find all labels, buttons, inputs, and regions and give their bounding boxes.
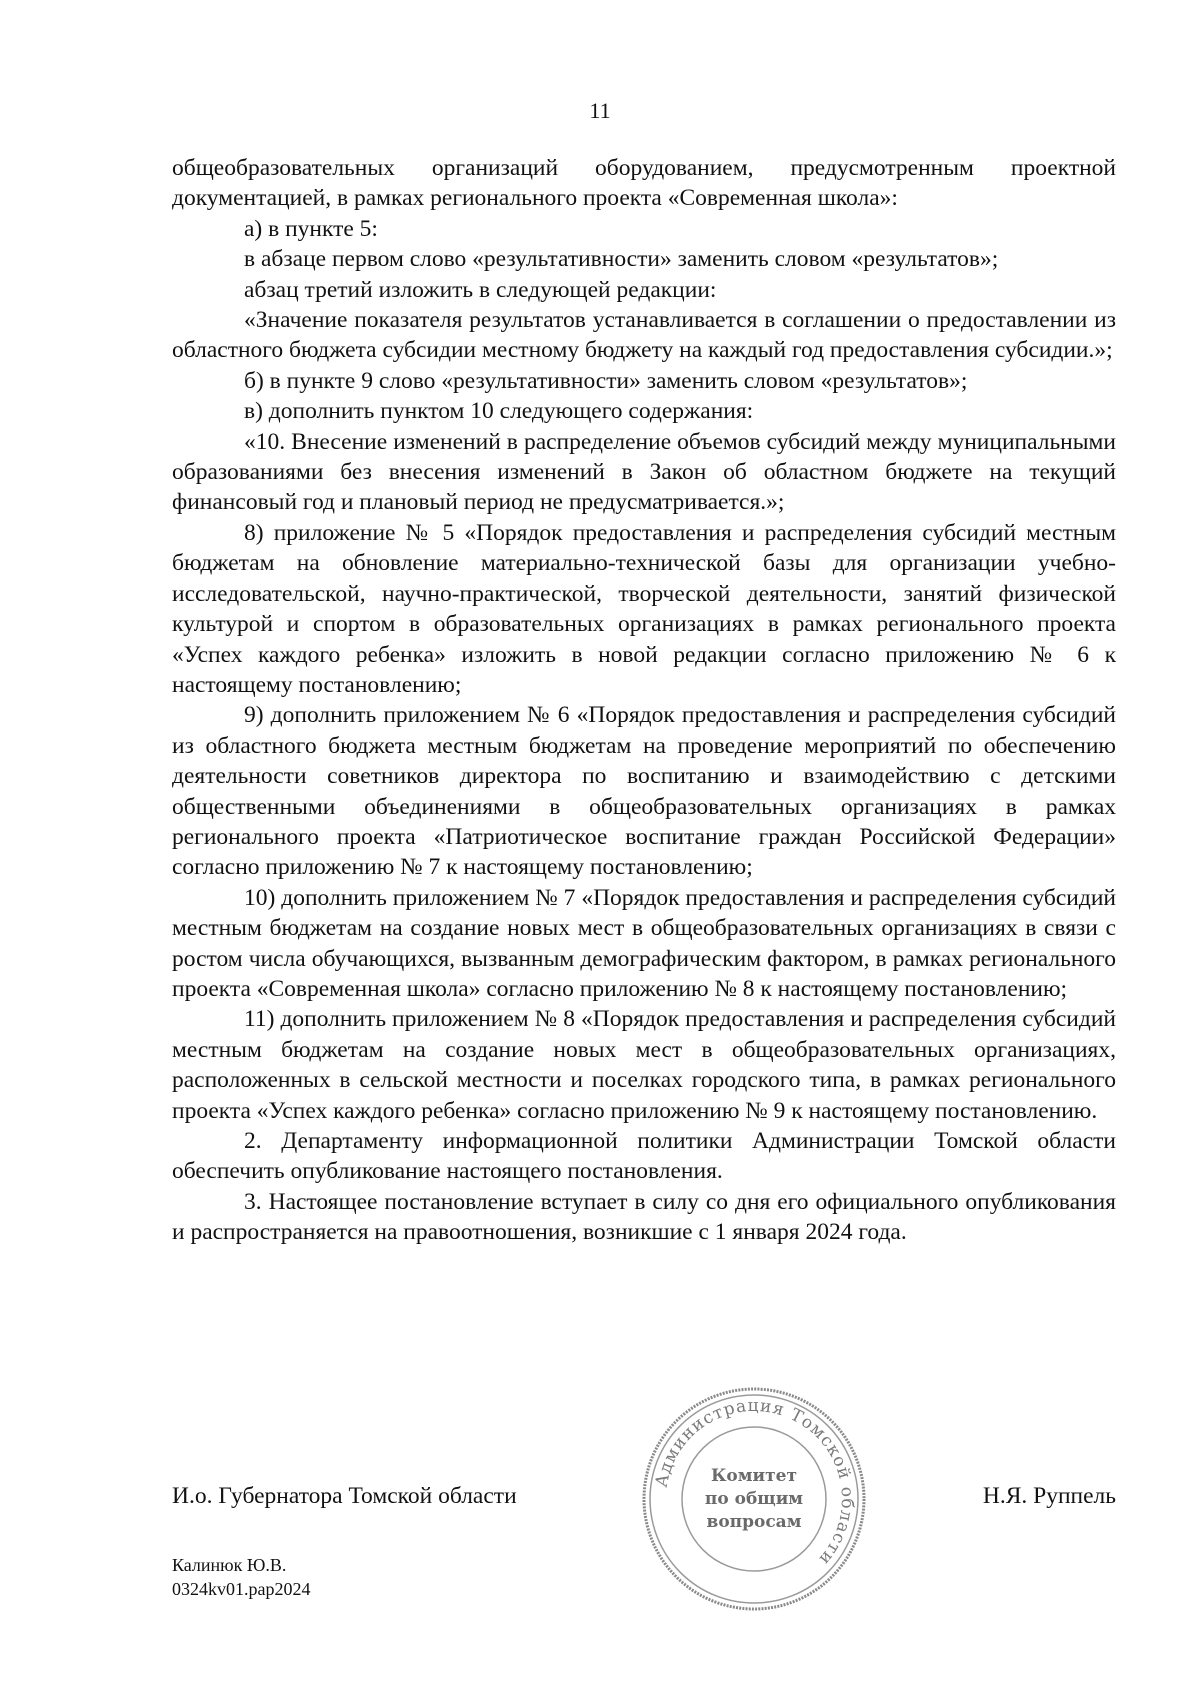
stamp-line: Комитет bbox=[710, 1466, 798, 1486]
executor-name: Калинюк Ю.В. bbox=[172, 1555, 287, 1575]
stamp-center bbox=[638, 1465, 870, 1534]
stamp-line: вопросам bbox=[706, 1512, 802, 1532]
stamp-line: по общим bbox=[704, 1489, 804, 1509]
file-code: 0324kv01.pap2024 bbox=[172, 1579, 311, 1599]
paragraph: а) в пункте 5: bbox=[244, 215, 378, 242]
official-stamp bbox=[638, 1383, 870, 1615]
paragraph: «Значение показателя результатов устанавливается в соглашении о предоставлении из областного бюджета субсидии местному бюджету на каждый год предоставления субсидии.»; bbox=[172, 307, 1116, 364]
paragraph: общеобразовательных организаций оборудованием, предусмотренным проектной документацией, в рамках регионального проекта «Современная школа»: bbox=[172, 155, 1116, 212]
paragraph: в) дополнить пунктом 10 следующего содержания: bbox=[244, 398, 754, 425]
document-body bbox=[172, 153, 1116, 1248]
stamp-ring-text: Администрация Томской области bbox=[651, 1395, 858, 1570]
signer-name: Н.Я. Руппель bbox=[982, 1483, 1116, 1509]
paragraph: 11) дополнить приложением № 8 «Порядок предоставления и распределения субсидий местным бюджетам на создание новых мест в общеобразовательных организациях, расположенных в сельской местности и поселках городского типа, в рамках регионального проекта «Успех каждого ребенка» согласно приложению № 9 к настоящему постановлению. bbox=[172, 1006, 1116, 1124]
signer-position: И.о. Губернатора Томской области bbox=[172, 1483, 517, 1509]
paragraph: 8) приложение № 5 «Порядок предоставления и распределения субсидий местным бюджетам на обновление материально-технической базы для организации учебно-исследовательской, научно-практической, творческой деятельности, занятий физической культурой и спортом в образовательных организациях в рамках регионального проекта «Успех каждого ребенка» изложить в новой редакции согласно приложению № 6 к настоящему постановлению; bbox=[172, 519, 1116, 698]
paragraph: 3. Настоящее постановление вступает в силу со дня его официального опубликования и распространяется на правоотношения, возникшие с 1 января 2024 года. bbox=[172, 1188, 1116, 1246]
paragraph: 10) дополнить приложением № 7 «Порядок предоставления и распределения субсидий местным бюджетам на создание новых мест в общеобразовательных организациях в связи с ростом числа обучающихся, вызванным демографическим фактором, в рамках регионального проекта «Современная школа» согласно приложению № 8 к настоящему постановлению; bbox=[172, 884, 1116, 1002]
paragraph: 9) дополнить приложением № 6 «Порядок предоставления и распределения субсидий из областного бюджета местным бюджетам на проведение мероприятий по обеспечению деятельности советников директора по воспитанию и взаимодействию с детскими общественными объединениями в общеобразовательных организациях в рамках регионального проекта «Патриотическое воспитание граждан Российской Федерации» согласно приложению № 7 к настоящему постановлению; bbox=[172, 702, 1116, 881]
page-number: 11 bbox=[589, 98, 611, 123]
paragraph: в абзаце первом слово «результативности» заменить словом «результатов»; bbox=[244, 246, 999, 273]
paragraph: 2. Департаменту информационной политики Администрации Томской области обеспечить опубликование настоящего постановления. bbox=[172, 1128, 1116, 1185]
paragraph: б) в пункте 9 слово «результативности» заменить словом «результатов»; bbox=[244, 367, 968, 394]
paragraph: абзац третий изложить в следующей редакции: bbox=[244, 276, 717, 303]
paragraph: «10. Внесение изменений в распределение объемов субсидий между муниципальными образованиями без внесения изменений в Закон об областном бюджете на текущий финансовый год и плановый период не предусматривается.»; bbox=[172, 428, 1116, 516]
executor-note bbox=[172, 1553, 311, 1601]
